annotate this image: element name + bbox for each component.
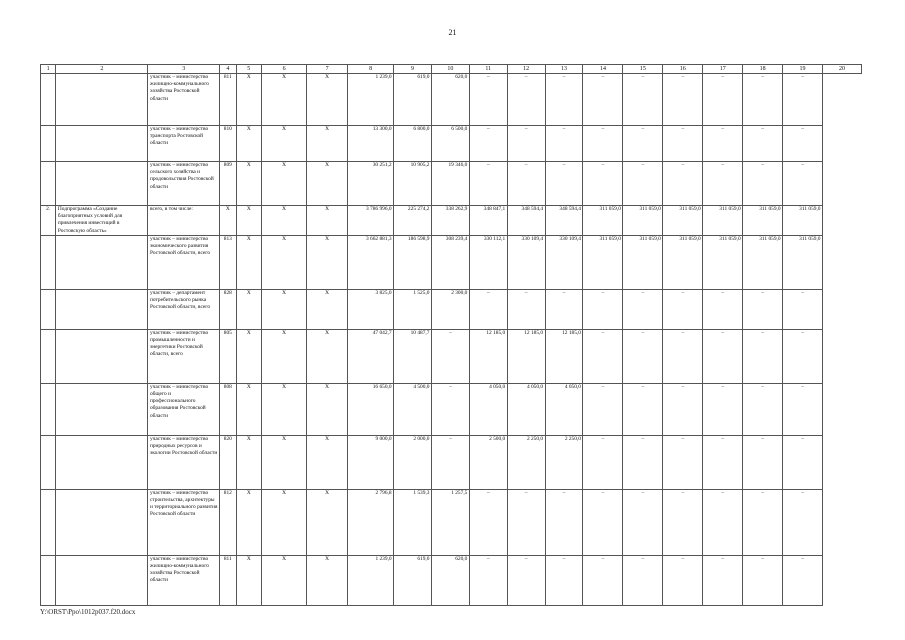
column-number: 12 xyxy=(507,65,545,74)
amount-cell: – xyxy=(545,289,583,329)
code-x-cell: Х xyxy=(307,435,348,489)
amount-cell: – xyxy=(703,289,743,329)
amount-cell: – xyxy=(623,329,663,383)
amount-cell: – xyxy=(583,74,623,126)
amount-cell: 225 274,2 xyxy=(394,206,432,236)
table-row xyxy=(41,74,862,126)
amount-cell: 6 500,0 xyxy=(431,126,469,162)
column-number: 13 xyxy=(545,65,583,74)
amount-cell: 2 250,0 xyxy=(507,435,545,489)
responsible-executor-cell: участник – министерство общего и профессионального образования Ростовской области xyxy=(148,383,220,435)
amount-cell: – xyxy=(703,126,743,162)
budget-code-cell: 820 xyxy=(220,435,236,489)
responsible-executor-cell: участник – министерство природных ресурсов и экологии Ростовской области xyxy=(148,435,220,489)
amount-cell: – xyxy=(507,489,545,555)
amount-cell: 47 042,7 xyxy=(348,329,394,383)
column-number: 7 xyxy=(307,65,348,74)
amount-cell: – xyxy=(783,555,823,605)
amount-cell: – xyxy=(469,555,507,605)
amount-cell: – xyxy=(743,435,783,489)
row-index-cell xyxy=(41,74,56,126)
row-index-cell xyxy=(41,489,56,555)
code-x-cell: Х xyxy=(236,289,262,329)
amount-cell: – xyxy=(583,435,623,489)
amount-cell: 311 059,0 xyxy=(743,235,783,289)
budget-code-cell: 805 xyxy=(220,329,236,383)
amount-cell: – xyxy=(743,329,783,383)
amount-cell: 1 239,0 xyxy=(348,555,394,605)
column-number: 5 xyxy=(236,65,262,74)
amount-cell: – xyxy=(545,489,583,555)
amount-cell: 338 262,9 xyxy=(431,206,469,236)
amount-cell: 311 059,0 xyxy=(623,206,663,236)
table-row xyxy=(41,289,862,329)
table-row xyxy=(41,383,862,435)
amount-cell: 620,0 xyxy=(431,555,469,605)
amount-cell: – xyxy=(783,162,823,206)
code-x-cell: Х xyxy=(236,126,262,162)
column-number: 17 xyxy=(703,65,743,74)
code-x-cell: Х xyxy=(236,555,262,605)
responsible-executor-cell: участник – министерство экономического развития Ростовской области, всего xyxy=(148,235,220,289)
responsible-executor-cell: участник – министерство сельского хозяйства и продовольствия Ростовской области xyxy=(148,162,220,206)
table-row xyxy=(41,126,862,162)
amount-cell: 3 662 881,3 xyxy=(348,235,394,289)
amount-cell: 619,0 xyxy=(394,555,432,605)
code-x-cell: Х xyxy=(236,162,262,206)
amount-cell: – xyxy=(783,289,823,329)
amount-cell: 10 905,2 xyxy=(394,162,432,206)
amount-cell: – xyxy=(663,162,703,206)
amount-cell: 3 786 996,0 xyxy=(348,206,394,236)
amount-cell: 311 059,0 xyxy=(743,206,783,236)
table-row xyxy=(41,206,862,236)
amount-cell: – xyxy=(703,435,743,489)
amount-cell: 311 059,0 xyxy=(663,235,703,289)
row-index-cell xyxy=(41,289,56,329)
program-name-cell xyxy=(56,289,148,329)
amount-cell: – xyxy=(545,555,583,605)
code-x-cell: Х xyxy=(307,383,348,435)
amount-cell: – xyxy=(469,289,507,329)
amount-cell: 2 000,0 xyxy=(394,435,432,489)
amount-cell: – xyxy=(469,74,507,126)
column-number: 9 xyxy=(394,65,432,74)
program-name-cell xyxy=(56,489,148,555)
amount-cell: – xyxy=(545,74,583,126)
code-x-cell: Х xyxy=(307,74,348,126)
amount-cell: – xyxy=(469,126,507,162)
amount-cell: 348 847,1 xyxy=(469,206,507,236)
amount-cell: 30 251,2 xyxy=(348,162,394,206)
amount-cell: 10 487,7 xyxy=(394,329,432,383)
code-x-cell: Х xyxy=(262,126,307,162)
amount-cell: – xyxy=(783,435,823,489)
code-x-cell: Х xyxy=(307,206,348,236)
amount-cell: 311 059,0 xyxy=(703,206,743,236)
amount-cell: – xyxy=(743,126,783,162)
amount-cell: 348 594,4 xyxy=(507,206,545,236)
amount-cell: – xyxy=(545,162,583,206)
amount-cell: 16 650,0 xyxy=(348,383,394,435)
amount-cell: – xyxy=(431,383,469,435)
amount-cell: – xyxy=(623,489,663,555)
amount-cell: – xyxy=(583,555,623,605)
amount-cell: 348 594,4 xyxy=(545,206,583,236)
row-index-cell xyxy=(41,235,56,289)
amount-cell: – xyxy=(431,329,469,383)
amount-cell: 9 000,0 xyxy=(348,435,394,489)
budget-code-cell: 808 xyxy=(220,383,236,435)
responsible-executor-cell: участник – министерство транспорта Ростовской области xyxy=(148,126,220,162)
column-number: 18 xyxy=(743,65,783,74)
amount-cell: 330 109,4 xyxy=(545,235,583,289)
amount-cell: 186 598,9 xyxy=(394,235,432,289)
amount-cell: 308 239,4 xyxy=(431,235,469,289)
amount-cell: 1 525,0 xyxy=(394,289,432,329)
amount-cell: – xyxy=(507,289,545,329)
amount-cell: – xyxy=(663,489,703,555)
amount-cell: – xyxy=(583,126,623,162)
amount-cell: – xyxy=(743,289,783,329)
amount-cell: – xyxy=(623,555,663,605)
row-index-cell xyxy=(41,383,56,435)
row-index-cell xyxy=(41,435,56,489)
code-x-cell: Х xyxy=(236,235,262,289)
column-number-row xyxy=(41,65,862,74)
amount-cell: – xyxy=(623,74,663,126)
amount-cell: 1 239,0 xyxy=(348,74,394,126)
amount-cell: 2 250,0 xyxy=(545,435,583,489)
amount-cell: 13 300,0 xyxy=(348,126,394,162)
amount-cell: – xyxy=(743,489,783,555)
amount-cell: – xyxy=(583,162,623,206)
amount-cell: – xyxy=(783,329,823,383)
column-number: 4 xyxy=(220,65,236,74)
amount-cell: 311 059,0 xyxy=(783,206,823,236)
column-number: 15 xyxy=(623,65,663,74)
amount-cell: – xyxy=(623,289,663,329)
table-row xyxy=(41,489,862,555)
responsible-executor-cell: всего, в том числе: xyxy=(148,206,220,236)
program-name-cell xyxy=(56,383,148,435)
code-x-cell: Х xyxy=(262,435,307,489)
code-x-cell: Х xyxy=(307,489,348,555)
amount-cell: – xyxy=(663,555,703,605)
column-number: 8 xyxy=(348,65,394,74)
responsible-executor-cell: участник – министерство жилищно-коммунального хозяйства Ростовской области xyxy=(148,555,220,605)
amount-cell: 311 059,0 xyxy=(623,235,663,289)
budget-code-cell: 813 xyxy=(220,235,236,289)
amount-cell: 4 050,0 xyxy=(469,383,507,435)
amount-cell: 12 185,0 xyxy=(469,329,507,383)
code-x-cell: Х xyxy=(262,206,307,236)
amount-cell: – xyxy=(743,74,783,126)
program-name-cell xyxy=(56,329,148,383)
program-name-cell: Подпрограмма «Создание благоприятных условий для привлечения инвестиций в Ростовскую область» xyxy=(56,206,148,236)
code-x-cell: Х xyxy=(262,162,307,206)
amount-cell: – xyxy=(663,329,703,383)
amount-cell: – xyxy=(469,162,507,206)
amount-cell: – xyxy=(583,289,623,329)
code-x-cell: Х xyxy=(236,206,262,236)
amount-cell: 2 300,0 xyxy=(431,289,469,329)
amount-cell: 3 825,0 xyxy=(348,289,394,329)
amount-cell: – xyxy=(743,555,783,605)
code-x-cell: Х xyxy=(236,383,262,435)
budget-code-cell: 812 xyxy=(220,489,236,555)
code-x-cell: Х xyxy=(307,126,348,162)
budget-code-cell: Х xyxy=(220,206,236,236)
column-number: 11 xyxy=(469,65,507,74)
column-number: 16 xyxy=(663,65,703,74)
code-x-cell: Х xyxy=(307,555,348,605)
amount-cell: – xyxy=(469,489,507,555)
page-number: 21 xyxy=(448,28,457,37)
amount-cell: 12 185,0 xyxy=(545,329,583,383)
table-row xyxy=(41,435,862,489)
amount-cell: – xyxy=(743,383,783,435)
code-x-cell: Х xyxy=(262,489,307,555)
amount-cell: 330 112,1 xyxy=(469,235,507,289)
code-x-cell: Х xyxy=(262,555,307,605)
budget-table xyxy=(40,64,862,606)
amount-cell: – xyxy=(703,162,743,206)
budget-code-cell: 828 xyxy=(220,289,236,329)
amount-cell: – xyxy=(663,435,703,489)
budget-code-cell: 811 xyxy=(220,555,236,605)
amount-cell: – xyxy=(545,126,583,162)
code-x-cell: Х xyxy=(262,383,307,435)
amount-cell: – xyxy=(703,555,743,605)
amount-cell: – xyxy=(431,435,469,489)
amount-cell: – xyxy=(507,74,545,126)
column-number: 14 xyxy=(583,65,623,74)
amount-cell: – xyxy=(583,489,623,555)
column-number: 3 xyxy=(148,65,220,74)
budget-code-cell: 809 xyxy=(220,162,236,206)
program-name-cell xyxy=(56,555,148,605)
amount-cell: – xyxy=(703,74,743,126)
amount-cell: 4 500,0 xyxy=(394,383,432,435)
amount-cell: 2 500,0 xyxy=(469,435,507,489)
code-x-cell: Х xyxy=(262,74,307,126)
code-x-cell: Х xyxy=(307,235,348,289)
amount-cell: 311 059,0 xyxy=(583,206,623,236)
code-x-cell: Х xyxy=(307,329,348,383)
amount-cell: – xyxy=(507,555,545,605)
row-index-cell: 2. xyxy=(41,206,56,236)
table-row xyxy=(41,329,862,383)
column-number: 19 xyxy=(783,65,823,74)
amount-cell: – xyxy=(663,383,703,435)
amount-cell: – xyxy=(507,162,545,206)
table-row xyxy=(41,555,862,605)
program-name-cell xyxy=(56,126,148,162)
column-number: 2 xyxy=(56,65,148,74)
amount-cell: 311 059,0 xyxy=(703,235,743,289)
budget-code-cell: 811 xyxy=(220,74,236,126)
amount-cell: 311 059,0 xyxy=(783,235,823,289)
row-index-cell xyxy=(41,126,56,162)
responsible-executor-cell: участник – министерство жилищно-коммунального хозяйства Ростовской области xyxy=(148,74,220,126)
amount-cell: – xyxy=(623,126,663,162)
code-x-cell: Х xyxy=(307,289,348,329)
amount-cell: – xyxy=(623,435,663,489)
amount-cell: – xyxy=(583,383,623,435)
amount-cell: – xyxy=(507,126,545,162)
column-number: 10 xyxy=(431,65,469,74)
code-x-cell: Х xyxy=(236,329,262,383)
table-row xyxy=(41,162,862,206)
amount-cell: – xyxy=(703,489,743,555)
column-number: 1 xyxy=(41,65,56,74)
amount-cell: 2 796,8 xyxy=(348,489,394,555)
amount-cell: – xyxy=(703,383,743,435)
amount-cell: – xyxy=(783,489,823,555)
amount-cell: 619,0 xyxy=(394,74,432,126)
table-row xyxy=(41,235,862,289)
budget-code-cell: 810 xyxy=(220,126,236,162)
code-x-cell: Х xyxy=(262,329,307,383)
amount-cell: 19 346,0 xyxy=(431,162,469,206)
amount-cell: 311 059,0 xyxy=(583,235,623,289)
amount-cell: 6 800,0 xyxy=(394,126,432,162)
amount-cell: 620,0 xyxy=(431,74,469,126)
code-x-cell: Х xyxy=(307,162,348,206)
amount-cell: – xyxy=(623,383,663,435)
amount-cell: – xyxy=(783,383,823,435)
program-name-cell xyxy=(56,235,148,289)
code-x-cell: Х xyxy=(262,235,307,289)
responsible-executor-cell: участник – министерство строительства, архитектуры и территориального развития Ростовской области xyxy=(148,489,220,555)
responsible-executor-cell: участник – министерство промышленности и энергетики Ростовской области, всего xyxy=(148,329,220,383)
amount-cell: 1 539,3 xyxy=(394,489,432,555)
amount-cell: 12 185,0 xyxy=(507,329,545,383)
file-path-footer: Y:\ORST\Ppo\1012p037.f20.docx xyxy=(40,608,136,616)
amount-cell: – xyxy=(743,162,783,206)
amount-cell: – xyxy=(783,74,823,126)
code-x-cell: Х xyxy=(236,435,262,489)
amount-cell: 311 059,0 xyxy=(663,206,703,236)
amount-cell: – xyxy=(663,126,703,162)
program-name-cell xyxy=(56,74,148,126)
code-x-cell: Х xyxy=(236,74,262,126)
code-x-cell: Х xyxy=(236,489,262,555)
row-index-cell xyxy=(41,555,56,605)
amount-cell: – xyxy=(703,329,743,383)
amount-cell: – xyxy=(663,74,703,126)
amount-cell: – xyxy=(783,126,823,162)
amount-cell: – xyxy=(583,329,623,383)
amount-cell: 330 109,4 xyxy=(507,235,545,289)
row-index-cell xyxy=(41,329,56,383)
amount-cell: 4 050,0 xyxy=(507,383,545,435)
program-name-cell xyxy=(56,162,148,206)
responsible-executor-cell: участник – департамент потребительского рынка Ростовской области, всего xyxy=(148,289,220,329)
amount-cell: 1 257,5 xyxy=(431,489,469,555)
program-name-cell xyxy=(56,435,148,489)
amount-cell: 4 050,0 xyxy=(545,383,583,435)
amount-cell: – xyxy=(663,289,703,329)
column-number: 6 xyxy=(262,65,307,74)
code-x-cell: Х xyxy=(262,289,307,329)
row-index-cell xyxy=(41,162,56,206)
column-number: 20 xyxy=(823,65,862,74)
amount-cell: – xyxy=(623,162,663,206)
